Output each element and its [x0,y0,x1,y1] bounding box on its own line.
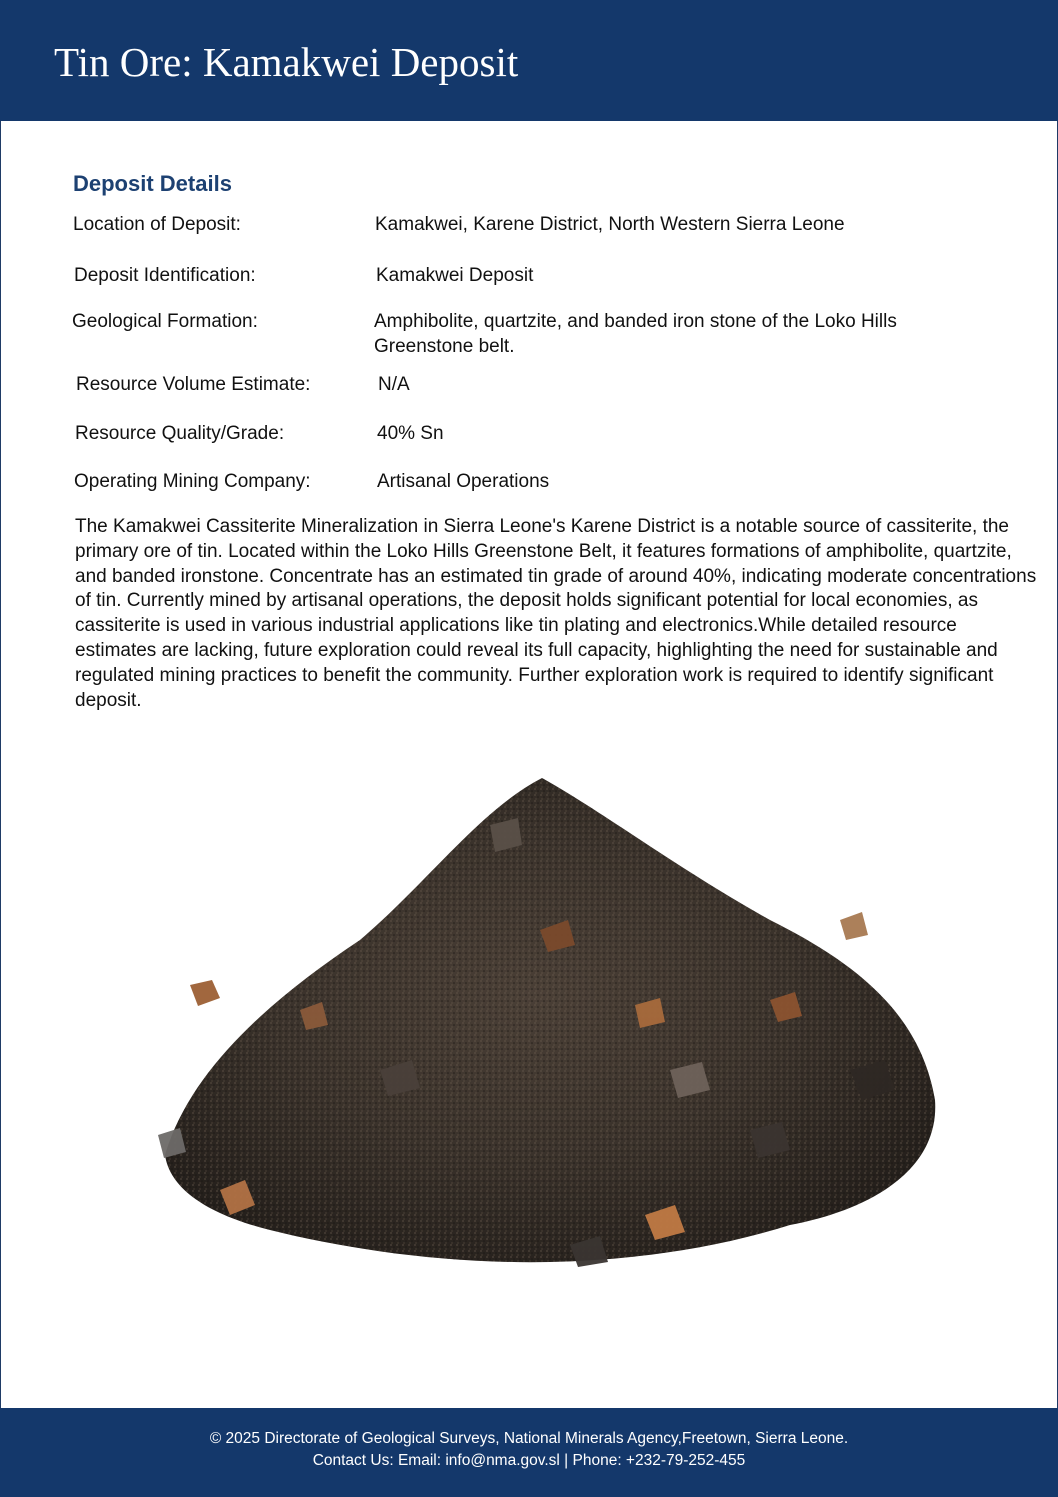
footer-contact: Contact Us: Email: info@nma.gov.sl | Phone: +232-79-252-455 [312,1452,746,1469]
resource-grade-value: 40% Sn [377,423,444,444]
location-label: Location of Deposit: [73,214,241,235]
mining-company-value: Artisanal Operations [377,471,550,492]
deposit-description: The Kamakwei Cassiterite Mineralization in Sierra Leone's Karene District is a notable source of cassiterite, the primary ore of tin. Located within the Loko Hills Greenstone Belt, it features formations of amphibolite, quartzite, and banded ironstone. Concentrate has an estimated tin grade of around 40%, indicating moderate concentrations of tin. Currently mined by artisanal operations, the deposit holds significant potential for local economies, as cassiterite is used in various industrial applications like tin plating and electronics.While detailed resource estimates are lacking, future exploration could reveal its full capacity, highlighting the need for sustainable and regulated mining practices to benefit the community. Further exploration work is required to identify significant deposit. [75,516,1037,711]
page-footer [0,1408,1058,1497]
deposit-identification-label: Deposit Identification: [74,265,256,286]
page-header [0,0,1058,121]
resource-volume-value: N/A [378,374,410,395]
deposit-identification-value: Kamakwei Deposit [376,265,534,286]
section-heading: Deposit Details [73,171,232,196]
tin-ore-pile-image [150,770,950,1270]
geological-formation-label: Geological Formation: [72,311,258,332]
mining-company-label: Operating Mining Company: [74,471,311,492]
page-title: Tin Ore: Kamakwei Deposit [54,39,519,85]
geological-formation-value: Amphibolite, quartzite, and banded iron stone of the Loko Hills Greenstone belt. [374,311,897,357]
footer-copyright: © 2025 Directorate of Geological Surveys, National Minerals Agency,Freetown, Sierra Leone. [209,1430,849,1447]
resource-volume-label: Resource Volume Estimate: [76,374,311,395]
resource-grade-label: Resource Quality/Grade: [75,423,285,444]
location-value: Kamakwei, Karene District, North Western Sierra Leone [375,214,845,235]
